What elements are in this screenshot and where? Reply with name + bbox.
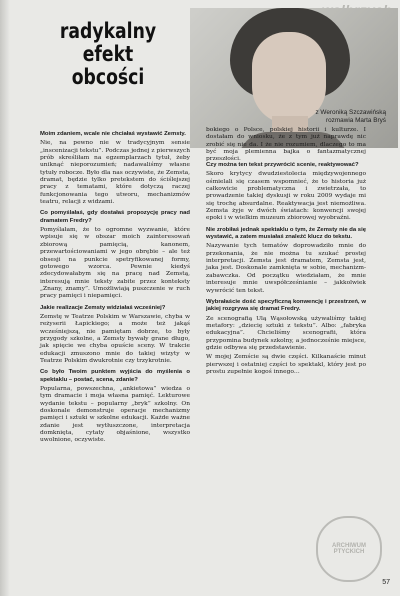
question: Wybrałaście dość specyficzną konwencję i przestrzeń, w jakiej rozgrywa się dramat Fredry. bbox=[206, 298, 366, 313]
archive-stamp: ARCHIWUM PTYCKICH bbox=[316, 516, 382, 582]
page-gutter-shadow bbox=[0, 0, 10, 596]
question: Czy można ten tekst przywrócić scenie, reaktywować? bbox=[206, 162, 359, 168]
right-column-lead: bokiego o Polsce, polskiej historii i kulturze. I dostałam do wniosku, że z tym już naprawdę nic zrobić się nie da. I że nie rozumiem, dlaczego to ma być moja plemienna bajka o fantazmatycznej przeszłości. bbox=[206, 127, 366, 163]
answer-paragraph: Zemstę w Teatrze Polskim w Warszawie, chyba w reżyserii Łapickiego; a może też jakąś wcześniejszą, nie pamiętam dobrze, to były przygody szkolne, a Zemsty bywały grane długo, jak spięcie we chyba opuście sceny. W trakcie edukacji zmuszono mnie do takiej wizyty w Teatrze Polskim dwukrotnie czy trzykrotnie. bbox=[40, 313, 190, 364]
question: Jakie realizacje Zemsty widziałaś wcześniej? bbox=[40, 304, 166, 311]
answer-paragraph: Skoro krytycy dwudziestolecia międzywojennego ośmielali się czasem wspomnieć, że to historia już całkowicie problematyczna i zwietrzała, to prowadzenie takiej dyskusji w roku 2009 wydaje mi się trochę absurdalne. Reaktywacja jest niemożliwa. Zemsta żyje w dwóch światach: konwencji swojej epoki i w wielkim muzeum zbiorowej wyobraźni. bbox=[206, 171, 366, 222]
left-column bbox=[40, 127, 190, 447]
question: Co pomyślałaś, gdy dostałaś propozycję pracy nad dramatem Fredry? bbox=[40, 210, 190, 224]
title-line-3: obcości bbox=[71, 65, 145, 89]
answer-paragraph: Popularna, powszechna, „ankietowa” wiedza o tym dramacie i moja własna pamięć. Lekturowe wydanie tekstu – popularny „bryk” szkolny. On doskonale demonstruje operacje mechanizmy pamięci i sztuki w szkolne edukacji. Każde ważne zdanie jest wytłuszczone, interpretacja domknięta, cytaty objaśnione, wszystko uwolnione, oczywiste. bbox=[40, 386, 190, 444]
question: Co było Twoim punktem wyjścia do myślenia o spektaklu – postać, scena, zdanie? bbox=[40, 369, 190, 383]
byline-interviewee: z Weroniką Szczawińską bbox=[315, 109, 386, 116]
title-line-1: radykalny bbox=[59, 19, 157, 43]
answer-paragraph: Pomyślałam, że to ogromne wyzwanie, które wpisuje się w obszar moich zainteresowań zbiorową pamięcią, kanonem, przewartościowaniami w jego obrębie – ale też obsesji na punkcie spetryfikowanej formy, gotowego wzorca. Pewnie kiedyś zdecydowałabym się na pracę nad Zemstą, interesują mnie teksty zabite przez konteksty „Znany, znamy”. Umożliwiają puszczenie w ruch pracy pamięci i niepamięci. bbox=[40, 227, 190, 300]
answer-paragraph: Ze scenografią Ulą Wąsołowską używaliśmy takiej metafory: „dziecię sztuki z tekstu”. Albo: „fabryka edukacyjna”. Chcieliśmy scenografii, która przypomina budynek szkolny, a jednocześnie miejsce, gdzie odbywa się przedstawienie. bbox=[206, 315, 366, 351]
article-title bbox=[42, 20, 173, 89]
title-line-2: efekt bbox=[82, 42, 134, 66]
right-column bbox=[206, 158, 366, 378]
answer-paragraph: Nie, na pewno nie w tradycyjnym sensie „inscenizacji tekstu”. Podczas jednej z pierwszych prób skreśliłam na egzemplarzach tytuł, żeby uniknąć nieporozumień; nadawaliśmy własne tytuły robocze. Było dla nas oczywiste, że Zemsta, dramat, będzie tylko pretekstem do ściślejszej pracy z tematami, które dotyczą raczej funkcjonowania tego utworu, mechanizmów teatru, relacji z widzami. bbox=[40, 140, 190, 206]
page-number: 57 bbox=[382, 579, 390, 586]
answer-paragraph: Nazywanie tych tematów doprowadziło mnie do przekonania, że nie można tu szukać prostej interpretacji. Zemsta jest dramatem, Zemsta jest, jaka jest. Doskonale zamknięta w sobie, mechanizm-zabawczka. Od początku wiedziałam, że mnie interesuje mnie uwspółcześnianie – jakkolwiek wywrócić ten tekst. bbox=[206, 243, 366, 294]
byline-caption bbox=[315, 109, 386, 125]
byline-interviewer: rozmawia Marta Bryś bbox=[325, 117, 386, 124]
question: Nie zrobiłaś jednak spektaklu o tym, że Zemsty nie da się wystawić, a zatem musiałaś znaleźć klucz do tekstu. bbox=[206, 226, 366, 241]
question: Moim zdaniem, wcale nie chciałaś wystawić Zemsty. bbox=[40, 131, 186, 137]
answer-paragraph: W mojej Zemście są dwie części. Kilkanaście minut pierwszej i ostatniej części to spektakl, który jest po prostu zupełnie kogoś innego… bbox=[206, 354, 366, 375]
